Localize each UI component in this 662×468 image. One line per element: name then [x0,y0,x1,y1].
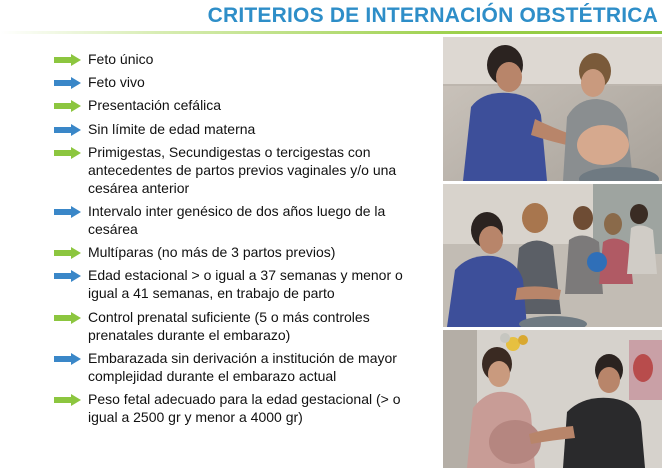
blue-arrow-icon [54,270,81,282]
criterion-text: Primigestas, Secundigestas o tercigestas con antecedentes de partos previos vaginales y/o una cesárea anterior [88,143,397,196]
green-arrow-icon [54,394,81,406]
list-item [54,96,420,114]
list-item [54,390,420,426]
criterion-text: Feto vivo [88,74,145,91]
criterion-text: Presentación cefálica [88,97,222,114]
green-arrow-icon [54,312,81,324]
page-title: CRITERIOS DE INTERNACIÓN OBSTÉTRICA [207,4,658,27]
criterion-text: Feto único [88,51,154,67]
criterion-text: Sin límite de edad materna [88,120,256,137]
criteria-list [54,50,420,431]
photo-couple-exercise-ball [443,37,662,181]
criterion-text: Peso fetal adecuado para la edad gestacional (> o igual a 2500 gr y menor a 4000 gr) [88,390,401,425]
criterion-text: Control prenatal suficiente (5 o más controles prenatales durante el embarazo) [88,308,370,343]
list-item [54,243,420,261]
blue-arrow-icon [54,124,81,136]
photo-couple-seated-class [443,330,662,468]
list-item [54,266,420,302]
photo-prenatal-class-group [443,184,662,327]
blue-arrow-icon [54,77,81,89]
criterion-text: Edad estacional > o igual a 37 semanas y menor o igual a 41 semanas, en trabajo de parto [88,267,403,302]
blue-arrow-icon [54,353,81,365]
criterion-text: Embarazada sin derivación a institución de mayor complejidad durante el embarazo actual [88,349,397,384]
green-arrow-icon [54,247,81,259]
criterion-text: Intervalo inter genésico de dos años luego de la cesárea [88,202,386,237]
green-arrow-icon [54,54,81,66]
list-item [54,202,420,238]
list-item [54,73,420,91]
list-item [54,349,420,385]
green-arrow-icon [54,147,81,159]
title-underline [0,31,662,34]
blue-arrow-icon [54,206,81,218]
list-item [54,120,420,138]
criterion-text: Multíparas (no más de 3 partos previos) [88,244,336,261]
green-arrow-icon [54,100,81,112]
list-item [54,143,420,197]
list-item [54,50,420,68]
list-item [54,308,420,344]
